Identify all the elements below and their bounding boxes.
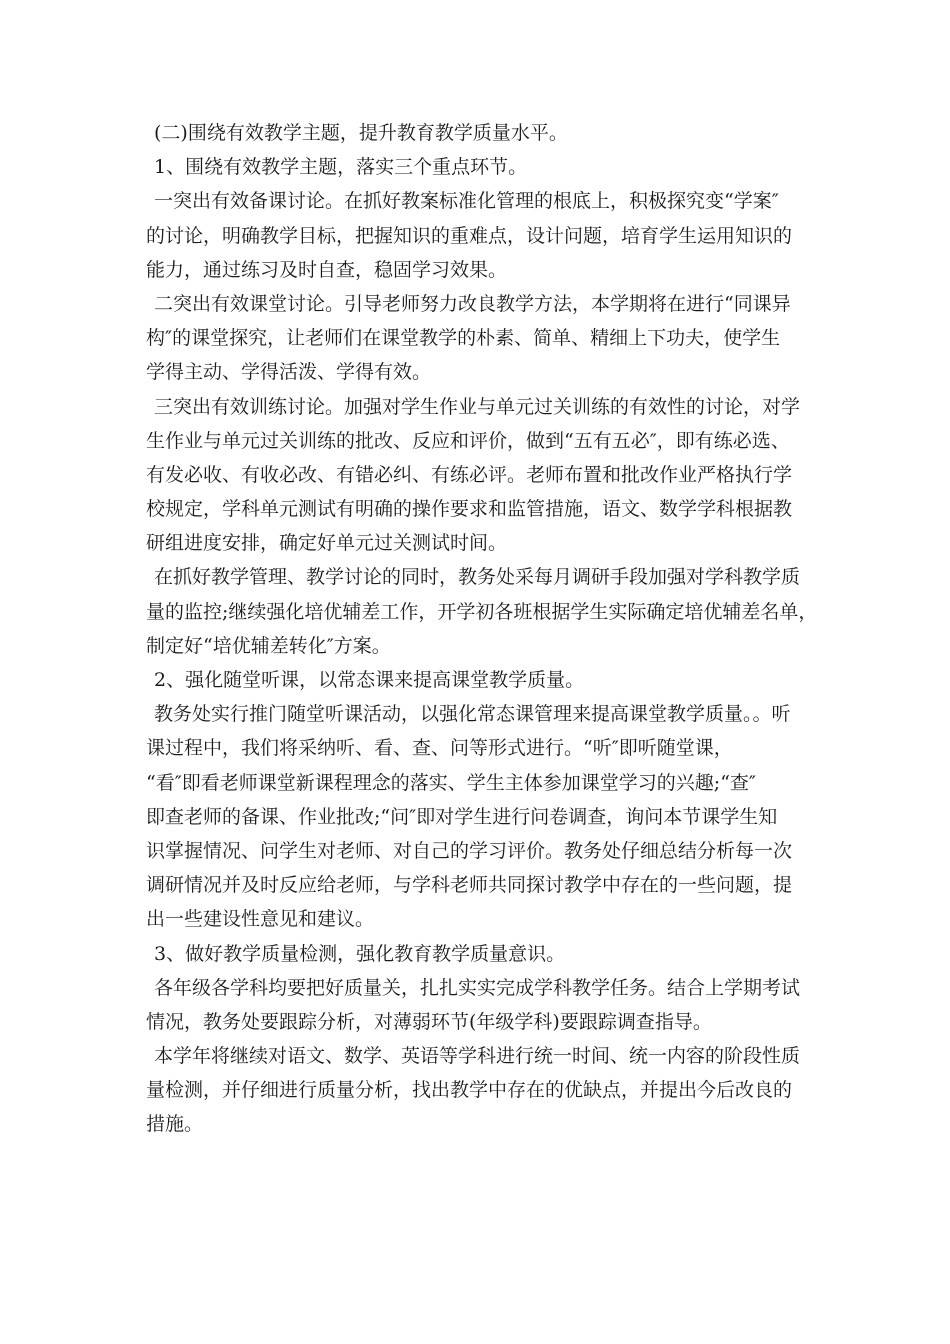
paragraph-line: 三突出有效训练讨论。加强对学生作业与单元过关训练的有效性的讨论，对学 bbox=[154, 395, 801, 418]
subsection-heading: 1、围绕有效教学主题，落实三个重点环节。 bbox=[154, 156, 528, 179]
paragraph-line: 制定好“培优辅差转化″方案。 bbox=[146, 634, 391, 657]
paragraph-line: 一突出有效备课讨论。在抓好教案标准化管理的根底上，积极探究变“学案″ bbox=[154, 190, 779, 213]
paragraph-line: 各年级各学科均要把好质量关，扎扎实实完成学科教学任务。结合上学期考试 bbox=[154, 976, 801, 999]
paragraph-line: 出一些建设性意见和建议。 bbox=[146, 908, 375, 931]
section-heading: (二)围绕有效教学主题，提升教育教学质量水平。 bbox=[154, 122, 568, 144]
paragraph-line: 情况，教务处要跟踪分析，对薄弱环节(年级学科)要跟踪调查指导。 bbox=[146, 1010, 712, 1033]
paragraph-line: 研组进度安排，确定好单元过关测试时间。 bbox=[146, 532, 508, 555]
document-body bbox=[146, 116, 826, 1142]
paragraph-line: 校规定，学科单元测试有明确的操作要求和监管措施，语文、数学学科根据教 bbox=[146, 498, 793, 521]
paragraph-line: 生作业与单元过关训练的批改、反应和评价，做到“五有五必″，即有练必选、 bbox=[146, 429, 790, 452]
paragraph-line: 调研情况并及时反应给老师，与学科老师共同探讨教学中存在的一些问题，提 bbox=[146, 874, 793, 897]
paragraph-line: 措施。 bbox=[146, 1113, 204, 1136]
paragraph-line: 有发必收、有收必改、有错必纠、有练必评。老师布置和批改作业严格执行学 bbox=[146, 463, 793, 486]
paragraph-line: 本学年将继续对语文、数学、英语等学科进行统一时间、统一内容的阶段性质 bbox=[154, 1045, 801, 1068]
paragraph-line: 在抓好教学管理、教学讨论的同时，教务处采每月调研手段加强对学科教学质 bbox=[154, 566, 801, 589]
paragraph-line: 识掌握情况、问学生对老师、对自己的学习评价。教务处仔细总结分析每一次 bbox=[146, 839, 793, 862]
paragraph-line: 即查老师的备课、作业批改;“问″即对学生进行问卷调查，询问本节课学生知 bbox=[146, 805, 778, 828]
paragraph-line: 教务处实行推门随堂听课活动，以强化常态课管理来提高课堂教学质量。。听 bbox=[154, 703, 791, 726]
subsection-heading: 3、做好教学质量检测，强化教育教学质量意识。 bbox=[154, 942, 566, 965]
paragraph-line: 学得主动、学得活泼、学得有效。 bbox=[146, 361, 432, 384]
paragraph-line: 量检测，并仔细进行质量分析，找出教学中存在的优缺点，并提出今后改良的 bbox=[146, 1079, 793, 1102]
subsection-heading: 2、强化随堂听课，以常态课来提高课堂教学质量。 bbox=[154, 669, 585, 691]
paragraph-line: 课过程中，我们将采纳听、看、查、问等形式进行。“听″即听随堂课， bbox=[146, 737, 733, 760]
paragraph-line: 的讨论，明确教学目标，把握知识的重难点，设计问题，培育学生运用知识的 bbox=[146, 224, 793, 247]
paragraph-line: 构″的课堂探究，让老师们在课堂教学的朴素、简单、精细上下功夫，使学生 bbox=[146, 327, 781, 350]
paragraph-line: 量的监控;继续强化培优辅差工作，开学初各班根据学生实际确定培优辅差名单， bbox=[146, 600, 818, 623]
paragraph-line: 能力，通过练习及时自查，稳固学习效果。 bbox=[146, 258, 508, 281]
paragraph-line: 二突出有效课堂讨论。引导老师努力改良教学方法，本学期将在进行“同课异 bbox=[154, 292, 791, 315]
paragraph-line: “看″即看老师课堂新课程理念的落实、学生主体参加课堂学习的兴趣;“查″ bbox=[146, 771, 757, 794]
